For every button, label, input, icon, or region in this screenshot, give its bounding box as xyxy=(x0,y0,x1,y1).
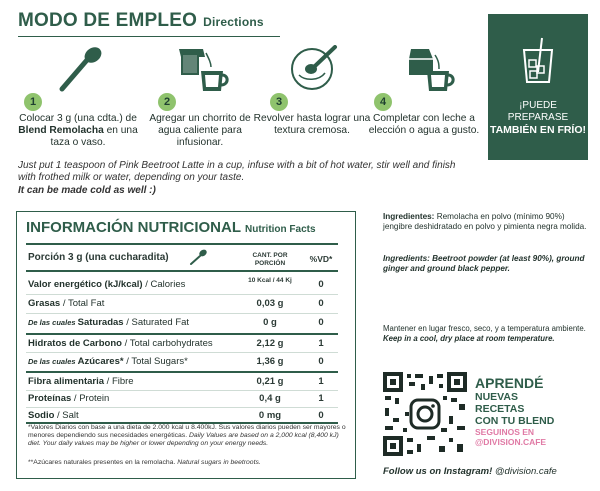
nutrient-name: Proteínas xyxy=(28,393,72,404)
step-text-part: Colocar 3 g (una cdta.) de xyxy=(19,113,137,124)
step-text: Completar con leche a elección o agua a gusto. xyxy=(368,113,480,136)
nutrient-name: Azúcares* xyxy=(77,356,124,367)
spoon-icon xyxy=(48,45,108,93)
nutrition-row-dv: 1 xyxy=(318,393,324,404)
promo-line-3: RECETAS xyxy=(475,403,525,415)
nutrition-title xyxy=(26,219,316,236)
nutrition-row-value: 0,03 g xyxy=(256,298,284,309)
nutrition-row-dv: 0 xyxy=(318,410,324,421)
nutrient-name-en: / Total Sugars* xyxy=(123,356,188,367)
ingredients-text: Remolacha en polvo (mínimo 90%) jengibre deshidratado en polvo y pimienta negra molida. xyxy=(383,212,587,232)
nutrient-name: Fibra alimentaria xyxy=(28,376,105,387)
title-en: Directions xyxy=(203,15,264,29)
nutrient-name-en: / Calories xyxy=(142,279,186,290)
nutrient-name: Grasas xyxy=(28,298,61,309)
nutrition-title-rule xyxy=(26,243,338,245)
nutrient-name-en: / Salt xyxy=(54,410,79,421)
nutrition-row-dv: 0 xyxy=(318,317,324,328)
promo-line-2: NUEVAS xyxy=(475,391,518,403)
nutrition-row-label xyxy=(28,298,104,309)
nutrition-row-dv: 0 xyxy=(318,298,324,309)
step-text-bold: Blend Remolacha xyxy=(18,125,104,136)
step-number: 1 xyxy=(24,93,42,111)
header-rule xyxy=(26,270,338,272)
nutrient-name-en: / Protein xyxy=(71,393,110,404)
directions-en-bold: It can be made cold as well :) xyxy=(18,185,156,196)
nutrition-row-label xyxy=(28,376,134,387)
footnote-es: *Valores Diarios con base a una dieta de 2.000 kcal u 8.400kJ. Sus valores diarios pueden ser mayores o menores dependiendo sus necesidades energéticas. xyxy=(28,424,346,440)
step-text xyxy=(18,113,138,149)
promo-line-5: SEGUINOS EN xyxy=(475,427,535,437)
section-rule xyxy=(26,333,338,335)
panel-line-2: TAMBIÉN EN FRÍO! xyxy=(489,124,587,136)
step-1 xyxy=(18,45,138,148)
step-text: Revolver hasta lograr una textura cremosa. xyxy=(253,113,371,136)
instagram-follow-label: Follow us on Instagram! xyxy=(383,466,493,477)
amount-column-header: CANT. POR PORCIÓN xyxy=(252,252,288,267)
nutrient-name: Sodio xyxy=(28,410,55,421)
cold-preparation-panel xyxy=(488,14,588,160)
directions-en: Just put 1 teaspoon of Pink Beetroot Latte in a cup, infuse with a bit of hot water, stir well and finish with frothed milk or water, depending on your taste. xyxy=(18,160,456,183)
step-text-part: en una taza o vaso. xyxy=(50,125,138,148)
daily-values-footnote xyxy=(28,424,348,449)
nutrition-row-value: 0,4 g xyxy=(259,393,281,404)
ingredients-en-text: Beetroot powder (at least 90%), ground ginger and ground black pepper. xyxy=(383,254,585,274)
step-2 xyxy=(140,45,260,148)
nutrition-row-dv: 0 xyxy=(318,356,324,367)
step-text: Agregar un chorrito de agua caliente para infusionar. xyxy=(149,113,251,148)
nutrition-row-dv: 1 xyxy=(318,376,324,387)
nutrient-name: Saturadas xyxy=(77,317,124,328)
nutrition-row-value: 0 mg xyxy=(258,410,282,421)
portion-label: Porción 3 g (una cucharadita) xyxy=(28,252,169,263)
nutrition-row-value: 0 g xyxy=(263,317,277,328)
qr-code[interactable] xyxy=(383,372,467,456)
ingredients-en xyxy=(383,254,588,274)
nutrition-row-label xyxy=(28,356,188,367)
row-divider xyxy=(26,407,338,408)
sugars-footnote xyxy=(28,459,348,467)
ingredients-en-label: Ingredients: xyxy=(383,254,430,263)
nutrient-prefix: De las cuales xyxy=(28,357,78,366)
stirring-icon xyxy=(277,45,347,93)
panel-line-1: ¡PUEDE PREPARASE xyxy=(507,100,569,123)
nutrient-name-en: / Fibre xyxy=(104,376,134,387)
promo-line-4: CON TU BLEND xyxy=(475,415,555,427)
storage-instructions xyxy=(383,324,588,343)
nutrition-row-label xyxy=(28,393,109,404)
nutrient-name: Valor energético (kJ/kcal) xyxy=(28,279,143,290)
instagram-handle[interactable]: @division.cafe xyxy=(494,466,557,477)
nutrition-row-value: 1,36 g xyxy=(256,356,284,367)
storage-es: Mantener en lugar fresco, seco, y a temperatura ambiente. xyxy=(383,324,586,333)
step-number: 2 xyxy=(158,93,176,111)
row-divider xyxy=(26,313,338,314)
footnote-en: Daily Values are based on a 2,000 kcal (8,400 kJ) diet. Your daily values may be higher or lower depending on your energy needs. xyxy=(28,432,339,448)
milk-carton-mug-icon xyxy=(389,45,459,93)
nutrient-name-en: / Saturated Fat xyxy=(123,317,190,328)
row-divider xyxy=(26,390,338,391)
nutrition-row-label xyxy=(28,410,79,421)
pitcher-mug-icon xyxy=(165,45,235,93)
instagram-follow[interactable] xyxy=(383,466,557,477)
promo-line-6[interactable]: @DIVISION.CAFE xyxy=(475,437,547,447)
step-4 xyxy=(364,45,484,136)
nutrition-title-en: Nutrition Facts xyxy=(244,224,316,235)
nutrient-name-en: / Total carbohydrates xyxy=(121,338,213,349)
title-es: MODO DE EMPLEO xyxy=(18,10,198,31)
storage-en: Keep in a cool, dry place at room temperature. xyxy=(383,333,555,343)
promo-line-1: APRENDÉ xyxy=(475,375,544,391)
footnote2-en: Natural sugars in beetroots. xyxy=(177,459,261,466)
ingredients-es xyxy=(383,212,588,232)
step-number: 3 xyxy=(270,93,288,111)
nutrition-row-label xyxy=(28,338,213,349)
nutrition-row-value: 0,21 g xyxy=(256,376,284,387)
ingredients-label: Ingredientes: xyxy=(383,212,435,221)
footnote2-es: **Azúcares naturales presentes en la remolacha. xyxy=(28,459,176,466)
nutrition-row-label xyxy=(28,279,185,290)
recipes-promo xyxy=(475,376,590,447)
iced-glass-icon xyxy=(518,36,558,86)
row-divider xyxy=(26,352,338,353)
page-title xyxy=(18,10,264,32)
nutrition-row-dv: 0 xyxy=(318,279,324,290)
nutrition-row-value: 10 Kcal / 44 Kj xyxy=(248,277,292,284)
nutrition-title-es: INFORMACIÓN NUTRICIONAL xyxy=(26,219,241,236)
step-number: 4 xyxy=(374,93,392,111)
nutrient-prefix: De las cuales xyxy=(28,318,78,327)
step-3 xyxy=(252,45,372,136)
row-divider xyxy=(26,294,338,295)
dv-column-header: %VD* xyxy=(309,254,333,264)
nutrition-row-label xyxy=(28,317,189,328)
nutrient-name-en: / Total Fat xyxy=(60,298,105,309)
title-underline xyxy=(18,36,280,37)
nutrition-row-value: 2,12 g xyxy=(256,338,284,349)
section-rule xyxy=(26,371,338,373)
small-spoon-icon xyxy=(188,249,208,265)
nutrient-name: Hidratos de Carbono xyxy=(28,338,122,349)
nutrition-row-dv: 1 xyxy=(318,338,324,349)
